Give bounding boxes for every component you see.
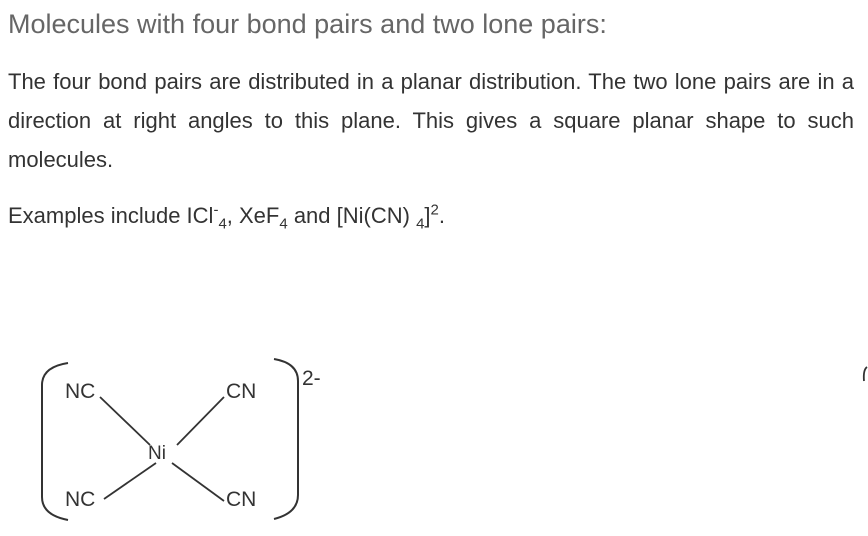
central-atom: Ni [148,443,166,464]
ligand-top-right: CN [226,380,257,403]
examples-separator-2: and [Ni(CN) [287,203,417,228]
square-planar-diagram [30,355,370,530]
xef-subscript: 4 [279,215,288,233]
closing-bracket: ] [424,203,431,228]
bond-top-left [100,397,150,445]
examples-line [8,196,854,235]
bond-bottom-right [172,463,224,501]
bond-top-right [177,397,224,445]
right-bracket [274,359,298,519]
ligand-bottom-right: CN [226,488,257,511]
examples-separator-1: , XeF [226,203,280,228]
ligand-bottom-left: NC [65,488,96,511]
ligand-top-left: NC [65,380,96,403]
icl-charge: - [213,201,219,219]
complex-charge: 2- [302,367,321,390]
section-heading: Molecules with four bond pairs and two lone pairs: [8,9,607,39]
examples-prefix: Examples include ICl [8,203,214,228]
ni-subscript: 4 [416,215,425,233]
examples-end: . [438,203,445,228]
bond-bottom-left [104,463,156,499]
ni-charge: 2 [430,201,439,219]
clipped-bracket-fragment [862,366,868,382]
description-paragraph: The four bond pairs are distributed in a planar distribution. The two lone pairs are in a direction at right angles to this plane. This gives a square planar shape to such molecules. [8,69,854,172]
icl-subscript: 4 [218,215,227,233]
